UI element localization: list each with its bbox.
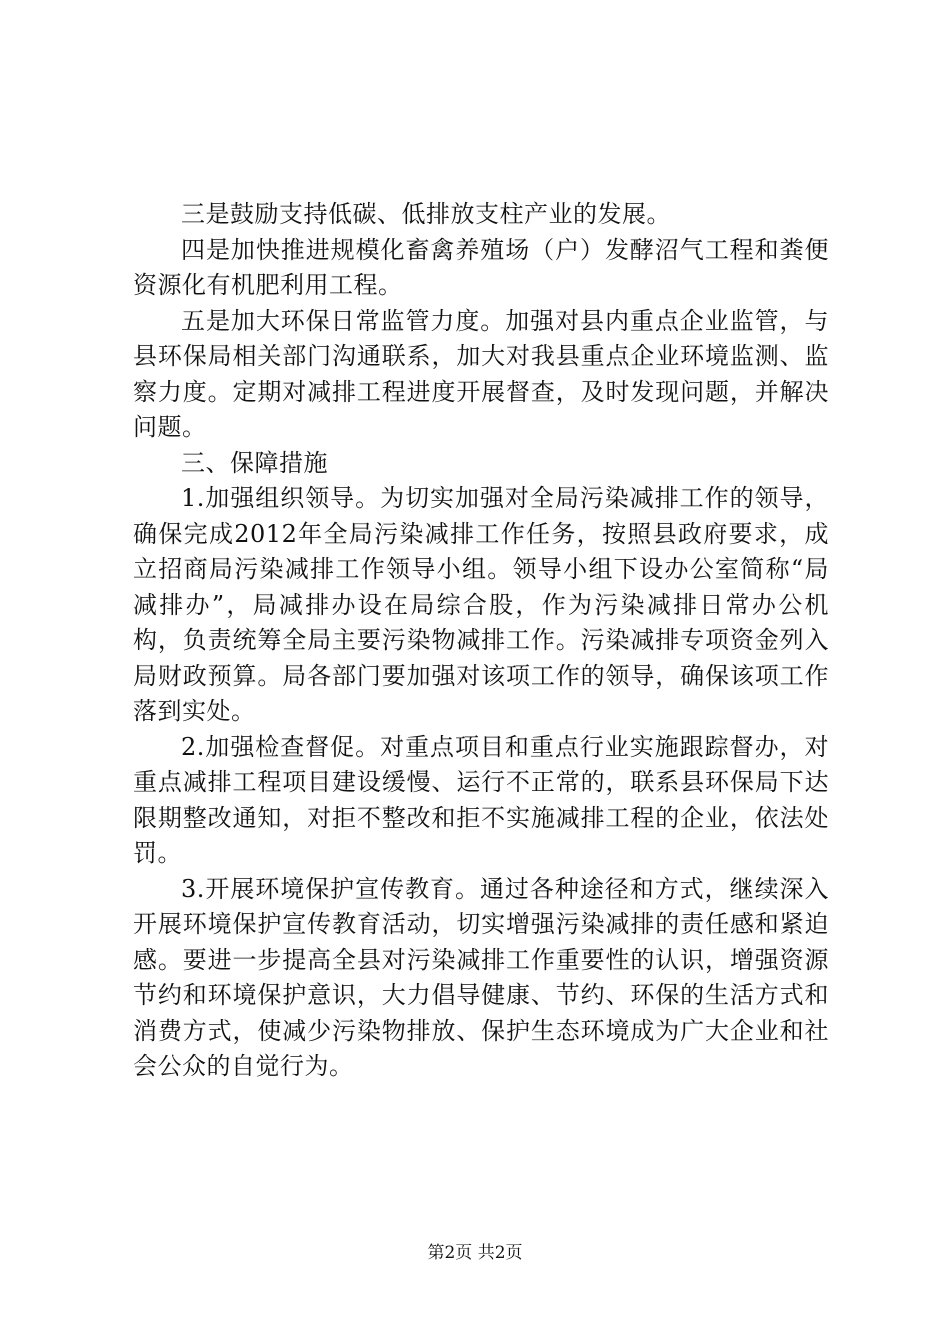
paragraph-point-five: 五是加大环保日常监管力度。加强对县内重点企业监管，与县环保局相关部门沟通联系，加大对我县重点企业环境监测、监察力度。定期对减排工程进度开展督查，及时发现问题，并解决问题。 [133, 306, 829, 441]
document-body [133, 197, 829, 1085]
paragraph-measure-1: 1.加强组织领导。为切实加强对全局污染减排工作的领导，确保完成2012年全局污染减排工作任务，按照县政府要求，成立招商局污染减排工作领导小组。领导小组下设办公室简称“局减排办”，局减排办设在局综合股，作为污染减排日常办公机构，负责统筹全局主要污染物减排工作。污染减排专项资金列入局财政预算。局各部门要加强对该项工作的领导，确保该项工作落到实处。 [133, 484, 829, 725]
paragraph-measure-3: 3.开展环境保护宣传教育。通过各种途径和方式，继续深入开展环境保护宣传教育活动，切实增强污染减排的责任感和紧迫感。要进一步提高全县对污染减排工作重要性的认识，增强资源节约和环境保护意识，大力倡导健康、节约、环保的生活方式和消费方式，使减少污染物排放、保护生态环境成为广大企业和社会公众的自觉行为。 [133, 874, 829, 1080]
paragraph-point-four: 四是加快推进规模化畜禽养殖场（户）发酵沼气工程和粪便资源化有机肥利用工程。 [133, 235, 829, 299]
paragraph-measure-2: 2.加强检查督促。对重点项目和重点行业实施跟踪督办，对重点减排工程项目建设缓慢、运行不正常的，联系县环保局下达限期整改通知，对拒不整改和拒不实施减排工程的企业，依法处罚。 [133, 732, 829, 867]
paragraph-point-three: 三是鼓励支持低碳、低排放支柱产业的发展。 [181, 200, 671, 228]
page-number-footer: 第2页 共2页 [427, 1243, 523, 1263]
section-heading-safeguards: 三、保障措施 [181, 448, 328, 477]
